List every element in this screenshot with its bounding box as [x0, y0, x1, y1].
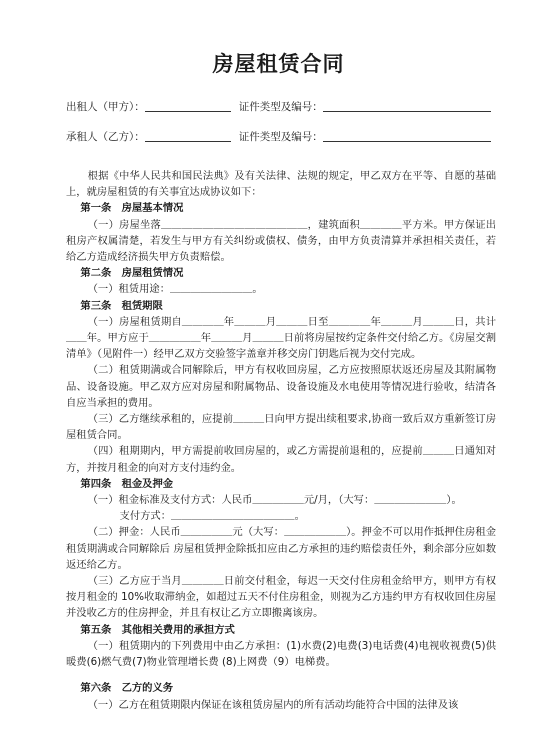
clause-paragraph: （一）租赁期内的下列费用中由乙方承担：(1)水费(2)电费(3)电话费(4)电视收视费(5)供暖费(6)燃气费(7)物业管理增长费 (8)上网费（9）电梯费。: [66, 639, 496, 669]
clause-paragraph: （四）租期期内，甲方需提前收回房屋的，或乙方需提前退租的，应提前＿＿＿日通知对方，并按月租金的向对方支付违约金。: [66, 445, 496, 474]
lessee-line: [66, 130, 491, 144]
clause-paragraph: （二）押金：人民币＿＿＿＿＿元（大写：＿＿＿＿＿＿）。押金不可以用作抵押住房租金 租赁期满或合同解除后 房屋租赁押金除抵扣应由乙方承担的违约赔偿责任外，剩余部分应如数返还给乙方。: [66, 526, 496, 571]
clause-paragraph: 根据《中华人民共和国民法典》及有关法律、法规的规定，甲乙双方在平等、自愿的基础上，就房屋租赁的有关事宜达成协议如下：: [66, 170, 496, 199]
lessee-label: 承租人（乙方）：: [66, 131, 145, 143]
clause-paragraph: （一）房屋租赁期自＿＿＿＿年＿＿＿月＿＿＿日至＿＿＿＿年＿＿＿月＿＿＿日，共计＿＿年。甲方应于＿＿＿＿＿年＿＿＿月＿＿＿日前将房屋按约定条件交付给乙方。《房屋交割清单》（见附件一）经甲乙双方交验签字盖章并移交房门钥匙后视为交付完成。: [66, 315, 496, 361]
article-heading: 第六条 乙方的义务: [80, 682, 174, 695]
article-heading: 第四条 租金及押金: [80, 477, 174, 490]
lessor-line: [66, 100, 491, 114]
clause-paragraph: 支付方式：＿＿＿＿＿＿＿＿＿＿＿＿。: [119, 510, 305, 523]
clause-paragraph: （一）乙方在租赁期限内保证在该租赁房屋内的所有活动均能符合中国的法律及该: [87, 698, 459, 711]
lessor-name-blank[interactable]: [145, 101, 231, 112]
page-title: 房屋租赁合同: [212, 52, 345, 76]
lessee-id-label: 证件类型及编号：: [238, 131, 323, 143]
clause-paragraph: （二）租赁期满或合同解除后，甲方有权收回房屋，乙方应按照原状返还房屋及其附属物品、设备设施。甲乙双方应对房屋和附属物品、设备设施及水电使用等情况进行验收，结清各自应当承担的费用。: [66, 364, 496, 409]
clause-paragraph: （一）租金标准及支付方式：人民币＿＿＿＿＿元/月，（大写：＿＿＿＿＿＿＿）。: [87, 494, 462, 507]
clause-paragraph: （一）房屋坐落＿＿＿＿＿＿＿＿＿＿＿＿＿＿，建筑面积＿＿＿＿平方米。甲方保证出租房产权属清楚，若发生与甲方有关纠纷或债权、债务，由甲方负责清算并承担相关责任，若给乙方造成经济损失甲方负责赔偿。: [66, 218, 496, 264]
section-gap: [66, 670, 496, 680]
lessee-id-blank[interactable]: [323, 131, 491, 142]
clause-paragraph: （一）租赁用途：＿＿＿＿＿＿＿＿。: [87, 283, 263, 296]
lessor-label: 出租人（甲方）：: [66, 101, 145, 113]
lessor-id-label: 证件类型及编号：: [238, 101, 323, 113]
article-heading: 第三条 租赁期限: [80, 299, 163, 312]
article-heading: 第二条 房屋租赁情况: [80, 267, 184, 280]
article-heading: 第一条 房屋基本情况: [80, 202, 184, 215]
lessor-id-blank[interactable]: [323, 101, 491, 112]
contract-body: [66, 168, 496, 713]
clause-paragraph: （三）乙方应于当月＿＿＿＿日前交付租金，每迟一天交付住房租金给甲方，则甲方有权按月租金的 10%收取滞纳金，如超过五天不付住房租金，则视为乙方违约甲方有权收回住房屋并没收乙方的住房押金，并且有权让乙方立即搬离该房。: [66, 575, 496, 620]
clause-paragraph: （三）乙方继续承租的，应提前＿＿＿日向甲方提出续租要求,协商一致后双方重新签订房屋租赁合同。: [66, 413, 496, 442]
article-heading: 第五条 其他相关费用的承担方式: [80, 623, 235, 636]
lessee-name-blank[interactable]: [145, 131, 231, 142]
